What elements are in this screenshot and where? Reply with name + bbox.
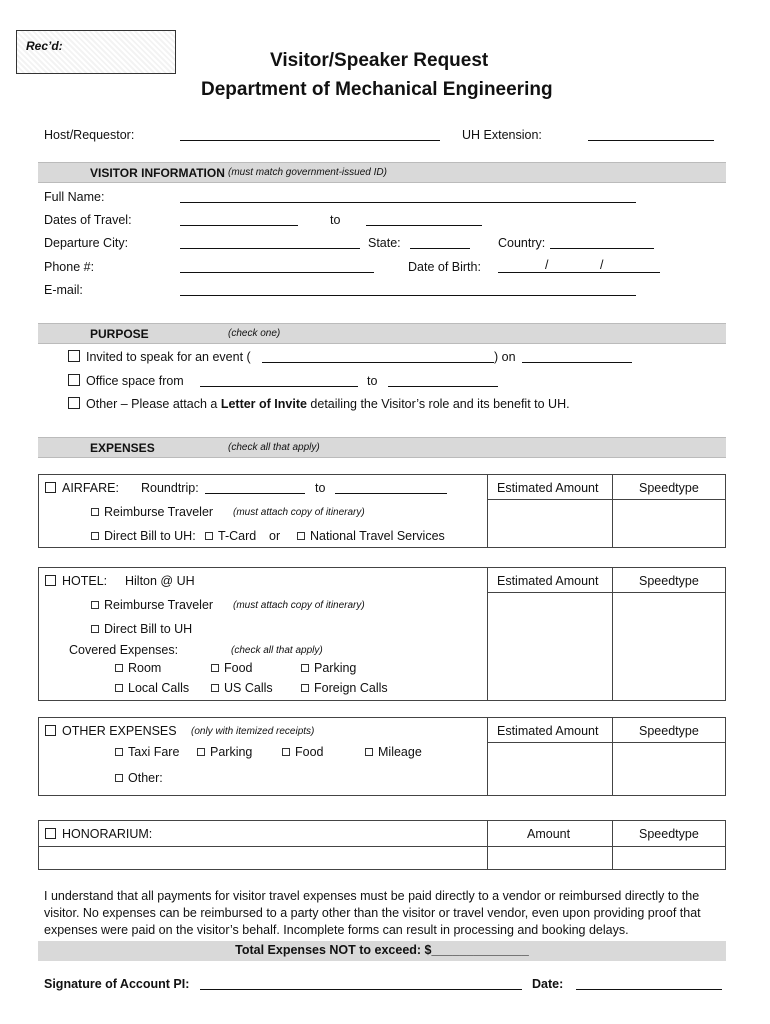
department-title: Department of Mechanical Engineering bbox=[201, 79, 553, 100]
other-food-option[interactable] bbox=[282, 745, 324, 759]
local-calls-checkbox[interactable] bbox=[115, 684, 123, 692]
taxi-option[interactable] bbox=[115, 745, 179, 759]
purpose-option-office[interactable] bbox=[68, 374, 184, 388]
airfare-direct-bill-checkbox[interactable] bbox=[91, 532, 99, 540]
honorarium-checkbox[interactable] bbox=[45, 828, 56, 839]
airfare-speedtype: Speedtype bbox=[639, 481, 699, 495]
mileage-checkbox[interactable] bbox=[365, 748, 373, 756]
hotel-food-label: Food bbox=[224, 661, 253, 675]
airfare-label: AIRFARE: bbox=[62, 481, 119, 495]
dob-field[interactable] bbox=[498, 272, 660, 273]
foreign-calls-label: Foreign Calls bbox=[314, 681, 388, 695]
local-calls-option[interactable] bbox=[115, 681, 189, 695]
airfare-direct-bill-option[interactable] bbox=[91, 529, 196, 543]
honorarium-label: HONORARIUM: bbox=[62, 827, 153, 841]
dob-label: Date of Birth: bbox=[408, 260, 481, 274]
state-label: State: bbox=[368, 236, 401, 250]
date-from-field[interactable] bbox=[180, 225, 298, 226]
city-field[interactable] bbox=[180, 248, 360, 249]
airfare-direct-bill-label: Direct Bill to UH: bbox=[104, 529, 196, 543]
mileage-label: Mileage bbox=[378, 745, 422, 759]
purpose-option-speak[interactable] bbox=[68, 350, 251, 364]
us-calls-option[interactable] bbox=[211, 681, 273, 695]
hotel-section bbox=[38, 567, 726, 701]
foreign-calls-checkbox[interactable] bbox=[301, 684, 309, 692]
foreign-calls-option[interactable] bbox=[301, 681, 388, 695]
honorarium-speedtype: Speedtype bbox=[639, 827, 699, 841]
other-option[interactable] bbox=[115, 771, 163, 785]
other-expenses-note: (only with itemized receipts) bbox=[191, 726, 315, 737]
hotel-estimated-amount: Estimated Amount bbox=[497, 574, 599, 588]
us-calls-checkbox[interactable] bbox=[211, 684, 219, 692]
us-calls-label: US Calls bbox=[224, 681, 273, 695]
honorarium-amount: Amount bbox=[527, 827, 571, 841]
or-label: or bbox=[269, 529, 281, 543]
roundtrip-label: Roundtrip: bbox=[141, 481, 199, 495]
hotel-itinerary-note: (must attach copy of itinerary) bbox=[233, 600, 365, 611]
airfare-reimburse-checkbox[interactable] bbox=[91, 508, 99, 516]
other-purpose-label-a: Other – Please attach a bbox=[86, 397, 221, 411]
email-label: E-mail: bbox=[44, 283, 83, 297]
taxi-checkbox[interactable] bbox=[115, 748, 123, 756]
phone-label: Phone #: bbox=[44, 260, 95, 274]
room-option[interactable] bbox=[115, 661, 161, 675]
airfare-itinerary-note: (must attach copy of itinerary) bbox=[233, 507, 365, 518]
office-from-field[interactable] bbox=[200, 386, 358, 387]
disclaimer-text: I understand that all payments for visitor travel expenses must be paid directly to a vendor or reimbursed directly to the visitor. No expenses can be reimbursed to a party other than the visitor or travel vendor, even upon providing proof that expenses were paid on the visitor’s behalf. Incomplete forms can result in processing and booking delays. bbox=[44, 889, 701, 937]
local-calls-label: Local Calls bbox=[128, 681, 190, 695]
other-parking-label: Parking bbox=[210, 745, 253, 759]
tcard-label: T-Card bbox=[218, 529, 257, 543]
other-food-checkbox[interactable] bbox=[282, 748, 290, 756]
recd-label: Rec’d: bbox=[26, 39, 63, 53]
office-to-label: to bbox=[367, 374, 378, 388]
other-purpose-label-c: detailing the Visitor’s role and its benefit to UH. bbox=[306, 397, 570, 411]
total-expenses-bar[interactable]: Total Expenses NOT to exceed: $______________ bbox=[38, 941, 726, 961]
honorarium-row[interactable] bbox=[45, 827, 152, 841]
email-field[interactable] bbox=[180, 295, 636, 296]
purpose-note: (check one) bbox=[228, 328, 281, 339]
dates-to-label: to bbox=[330, 213, 341, 227]
expenses-title: EXPENSES bbox=[90, 441, 155, 455]
speak-label: Invited to speak for an event ( bbox=[86, 350, 251, 364]
mileage-option[interactable] bbox=[365, 745, 422, 759]
hotel-label: HOTEL: bbox=[62, 574, 108, 588]
airfare-checkbox[interactable] bbox=[45, 482, 56, 493]
hotel-checkbox[interactable] bbox=[45, 575, 56, 586]
other-expenses-section bbox=[38, 717, 726, 796]
other-estimated-amount: Estimated Amount bbox=[497, 724, 599, 738]
expenses-header bbox=[38, 437, 726, 458]
letter-of-invite: Letter of Invite bbox=[220, 397, 307, 411]
other-parking-checkbox[interactable] bbox=[197, 748, 205, 756]
host-label: Host/Requestor: bbox=[44, 128, 135, 142]
dob-slash-2: / bbox=[600, 258, 604, 272]
airfare-row[interactable] bbox=[45, 481, 119, 495]
hotel-direct-bill-option[interactable] bbox=[91, 622, 192, 636]
purpose-header bbox=[38, 323, 726, 344]
signature-label: Signature of Account PI: bbox=[44, 977, 190, 991]
hotel-reimburse-option[interactable] bbox=[91, 598, 213, 612]
covered-expenses-label: Covered Expenses: bbox=[69, 643, 179, 657]
tcard-option[interactable] bbox=[205, 529, 256, 543]
purpose-title: PURPOSE bbox=[90, 327, 149, 341]
hotel-speedtype: Speedtype bbox=[639, 574, 699, 588]
phone-field[interactable] bbox=[180, 272, 374, 273]
speak-checkbox[interactable] bbox=[68, 350, 80, 362]
date-to-field[interactable] bbox=[366, 225, 482, 226]
room-checkbox[interactable] bbox=[115, 664, 123, 672]
honorarium-section bbox=[38, 820, 726, 870]
other-purpose-checkbox[interactable] bbox=[68, 397, 80, 409]
visitor-info-note: (must match government-issued ID) bbox=[228, 167, 387, 178]
other-label: Other: bbox=[128, 771, 163, 785]
other-food-label: Food bbox=[295, 745, 324, 759]
other-expenses-row[interactable] bbox=[45, 724, 177, 738]
hotel-food-option[interactable] bbox=[211, 661, 253, 675]
airfare-estimated-amount: Estimated Amount bbox=[497, 481, 599, 495]
hotel-direct-bill-checkbox[interactable] bbox=[91, 625, 99, 633]
event-date-field[interactable] bbox=[522, 362, 632, 363]
host-field[interactable] bbox=[180, 140, 440, 141]
received-stamp-box[interactable] bbox=[16, 30, 176, 74]
state-field[interactable] bbox=[410, 248, 470, 249]
extension-field[interactable] bbox=[588, 140, 714, 141]
nts-checkbox[interactable] bbox=[297, 532, 305, 540]
roundtrip-from-field[interactable] bbox=[205, 493, 305, 494]
expenses-note: (check all that apply) bbox=[228, 442, 320, 453]
roundtrip-to-field[interactable] bbox=[335, 493, 447, 494]
covered-expenses-note: (check all that apply) bbox=[231, 645, 323, 656]
dates-label: Dates of Travel: bbox=[44, 213, 132, 227]
hotel-direct-bill-label: Direct Bill to UH bbox=[104, 622, 193, 636]
airfare-section bbox=[38, 474, 726, 548]
airfare-reimburse-label: Reimburse Traveler bbox=[104, 505, 214, 519]
signature-field[interactable] bbox=[200, 989, 522, 990]
nts-option[interactable] bbox=[297, 529, 445, 543]
airfare-reimburse-option[interactable] bbox=[91, 505, 213, 519]
visitor-info-title: VISITOR INFORMATION bbox=[90, 166, 225, 180]
hotel-parking-checkbox[interactable] bbox=[301, 664, 309, 672]
office-checkbox[interactable] bbox=[68, 374, 80, 386]
hotel-reimburse-label: Reimburse Traveler bbox=[104, 598, 214, 612]
purpose-option-other[interactable] bbox=[68, 397, 570, 411]
visitor-info-header bbox=[38, 162, 726, 183]
office-label: Office space from bbox=[86, 374, 184, 388]
hilton-label: Hilton @ UH bbox=[125, 574, 195, 588]
other-checkbox[interactable] bbox=[115, 774, 123, 782]
hotel-parking-label: Parking bbox=[314, 661, 357, 675]
full-name-label: Full Name: bbox=[44, 190, 105, 204]
form-title: Visitor/Speaker Request bbox=[270, 50, 489, 71]
extension-label: UH Extension: bbox=[462, 128, 542, 142]
hotel-food-checkbox[interactable] bbox=[211, 664, 219, 672]
nts-label: National Travel Services bbox=[310, 529, 445, 543]
roundtrip-to-label: to bbox=[315, 481, 326, 495]
country-label: Country: bbox=[498, 236, 546, 250]
date-field[interactable] bbox=[576, 989, 722, 990]
room-label: Room bbox=[128, 661, 162, 675]
speak-on-label: ) on bbox=[494, 350, 516, 364]
hotel-reimburse-checkbox[interactable] bbox=[91, 601, 99, 609]
other-expenses-checkbox[interactable] bbox=[45, 725, 56, 736]
hotel-row[interactable] bbox=[45, 574, 107, 588]
event-name-field[interactable] bbox=[262, 362, 494, 363]
other-parking-option[interactable] bbox=[197, 745, 252, 759]
dob-slash-1: / bbox=[545, 258, 549, 272]
full-name-field[interactable] bbox=[180, 202, 636, 203]
country-field[interactable] bbox=[550, 248, 654, 249]
tcard-checkbox[interactable] bbox=[205, 532, 213, 540]
date-label: Date: bbox=[532, 977, 564, 991]
hotel-parking-option[interactable] bbox=[301, 661, 356, 675]
other-expenses-label: OTHER EXPENSES bbox=[62, 724, 177, 738]
other-speedtype: Speedtype bbox=[639, 724, 699, 738]
office-to-field[interactable] bbox=[388, 386, 498, 387]
city-label: Departure City: bbox=[44, 236, 129, 250]
taxi-label: Taxi Fare bbox=[128, 745, 180, 759]
